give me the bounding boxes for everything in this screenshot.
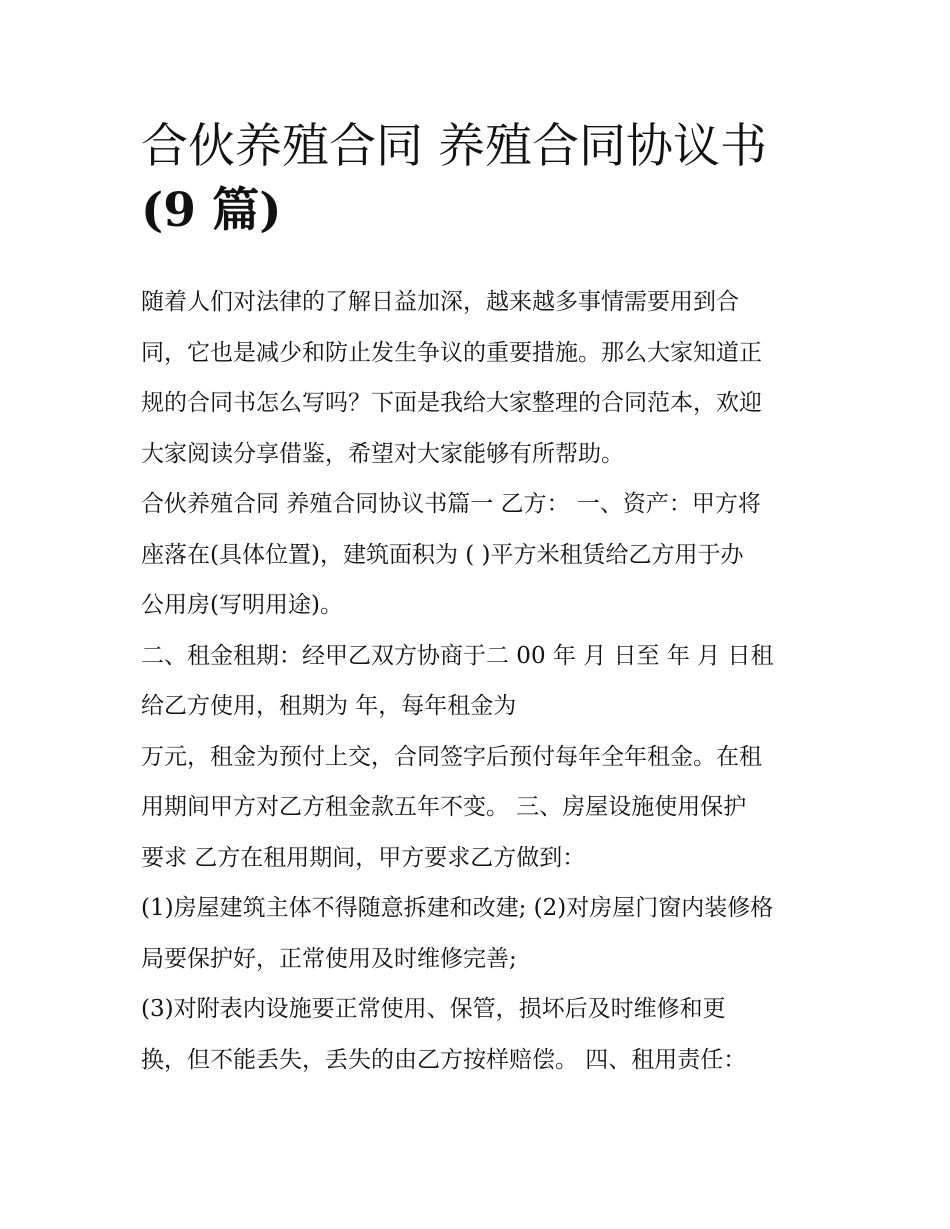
text-line: 用期间甲方对乙方租金款五年不变。 三、房屋设施使用保护 <box>141 794 747 820</box>
text-line: (1)房屋建筑主体不得随意拆建和改建; (2)对房屋门窗内装修格 <box>141 895 774 921</box>
title-line-2: (9 篇) <box>141 183 282 238</box>
text-line: 局要保护好，正常使用及时维修完善; <box>141 945 517 972</box>
paragraph-rent-payment <box>141 732 821 884</box>
text-line: 二、租金租期：经甲乙双方协商于二 00 年 月 日至 年 月 日租 <box>141 642 774 669</box>
text-line: (3)对附表内设施要正常使用、保管，损坏后及时维修和更 <box>141 996 726 1022</box>
paragraph-section-one <box>141 479 821 631</box>
document-body <box>141 277 821 1085</box>
text-line: 随着人们对法律的了解日益加深，越来越多事情需要用到合 <box>141 289 739 315</box>
text-line: 给乙方使用，租期为 年，每年租金为 <box>141 693 517 719</box>
paragraph-requirements-1-2 <box>141 883 821 984</box>
document-title <box>141 115 821 243</box>
paragraph-intro <box>141 277 821 479</box>
text-line: 合伙养殖合同 养殖合同协议书篇一 乙方： 一、资产：甲方将 <box>141 491 761 517</box>
text-line: 座落在(具体位置)，建筑面积为 ( )平方米租赁给乙方用于办 <box>141 541 744 568</box>
text-line: 万元，租金为预付上交，合同签字后预付每年全年租金。在租 <box>141 743 762 770</box>
paragraph-requirement-3 <box>141 984 821 1085</box>
text-line: 大家阅读分享借鉴，希望对大家能够有所帮助。 <box>141 440 624 467</box>
text-line: 同，它也是减少和防止发生争议的重要措施。那么大家知道正 <box>141 339 762 366</box>
text-line: 要求 乙方在租用期间，甲方要求乙方做到： <box>141 844 586 871</box>
text-line: 公用房(写明用途)。 <box>141 592 343 618</box>
paragraph-rent-term <box>141 631 821 732</box>
text-line: 规的合同书怎么写吗？下面是我给大家整理的合同范本，欢迎 <box>141 390 762 416</box>
text-line: 换，但不能丢失，丢失的由乙方按样赔偿。 四、租用责任： <box>141 1046 747 1073</box>
title-line-1: 合伙养殖合同 养殖合同协议书 <box>141 119 767 174</box>
